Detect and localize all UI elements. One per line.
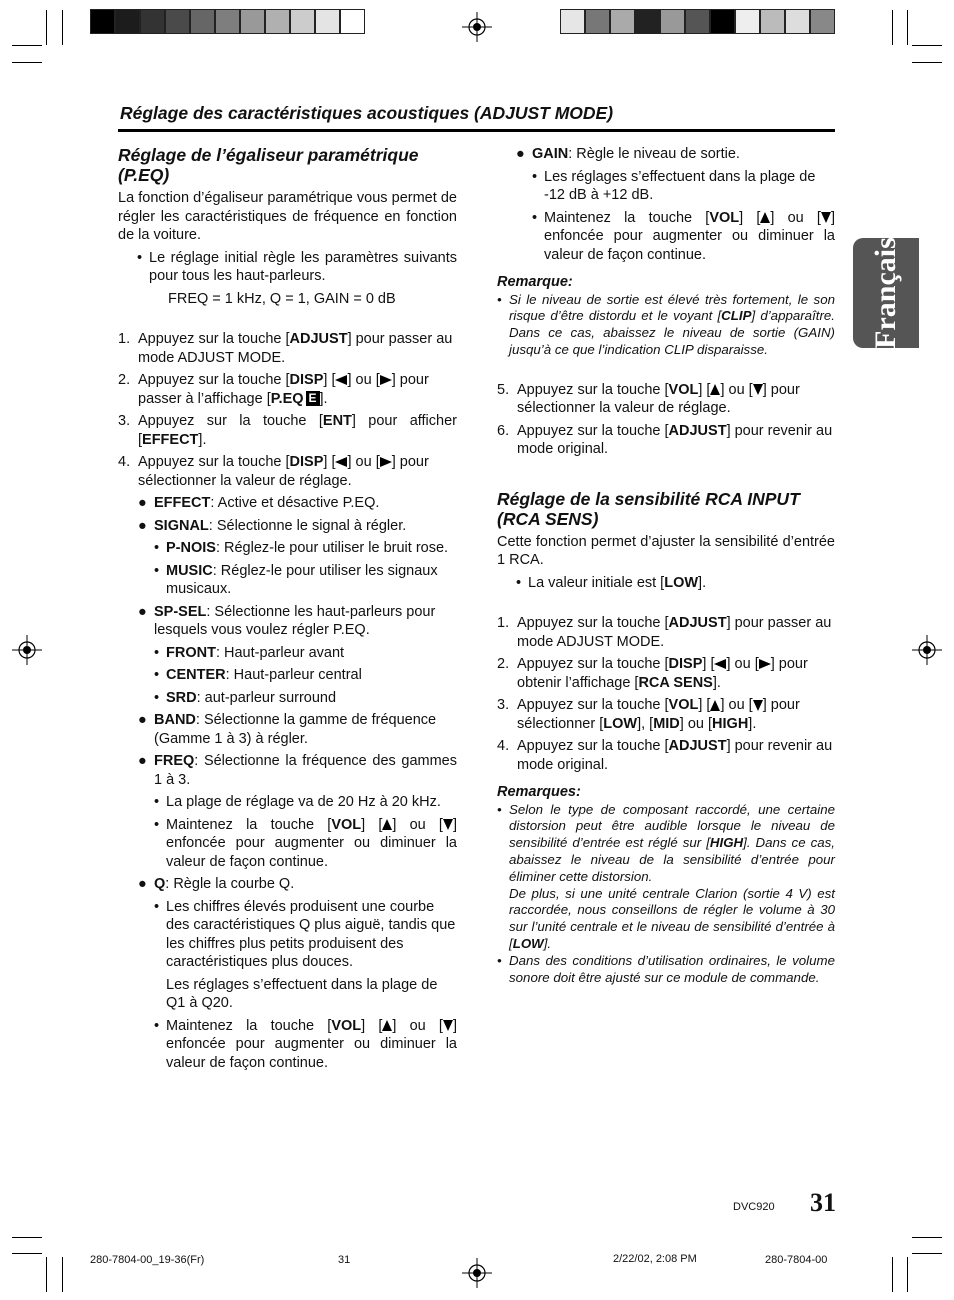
rca-intro: Cette fonction permet d’ajuster la sensibilité d’entrée 1 RCA.	[497, 533, 835, 569]
list-item: ● FREQ: Sélectionne la fréquence des gammes 1 à 3.	[138, 753, 457, 788]
down-arrow-icon	[443, 819, 453, 830]
rca-step-2: 2. Appuyez sur la touche [DISP] [ ] ou [ ] pour obtenir l’affichage [RCA SENS].	[497, 656, 808, 691]
left-arrow-icon	[714, 659, 726, 669]
step-6: 6. Appuyez sur la touche [ADJUST] pour revenir au mode original.	[497, 422, 833, 458]
bullet-dot-icon: ●	[138, 495, 147, 511]
right-arrow-icon	[380, 457, 392, 467]
list-item: • La plage de réglage va de 20 Hz à 20 kHz.	[154, 794, 441, 810]
list-item: • CENTER: Haut-parleur central	[154, 667, 362, 683]
list-item: ● SP-SEL: Sélectionne les haut-parleurs pour lesquels vous voulez régler P.EQ.	[138, 603, 436, 638]
bullet-dot-icon: ●	[516, 146, 525, 162]
eq-display-icon: E	[306, 391, 320, 406]
list-item: • MUSIC: Réglez-le pour utiliser les signaux musicaux.	[154, 562, 438, 597]
list-item: ● GAIN: Règle le niveau de sortie.	[516, 146, 740, 162]
language-tab	[853, 238, 919, 348]
q-range: Les réglages s’effectuent dans la plage de Q1 à Q20.	[166, 976, 438, 1011]
initial-values: FREQ = 1 kHz, Q = 1, GAIN = 0 dB	[168, 290, 396, 307]
rca-section-title: Réglage de la sensibilité RCA INPUT (RCA SENS)	[497, 488, 800, 529]
list-item: • FRONT: Haut-parleur avant	[154, 644, 345, 661]
right-arrow-icon	[759, 659, 771, 669]
bullet-dot-icon: ●	[138, 876, 147, 892]
bullet-dot-icon: ●	[138, 603, 147, 620]
step-5: 5. Appuyez sur la touche [VOL] [ ] ou [ ] pour sélectionner la valeur de réglage.	[497, 381, 800, 417]
registration-crosshair-icon	[462, 1258, 492, 1288]
section-header-title: Réglage des caractéristiques acoustiques (ADJUST MODE)	[120, 103, 614, 123]
header-rule	[118, 129, 835, 132]
bullet-dot-icon: ●	[138, 517, 147, 534]
registration-crosshair-icon	[12, 635, 42, 665]
list-item: • Les chiffres élevés produisent une courbe des caractéristiques Q plus aiguë, tandis que les chiffres plus petits produisent des caractéristiques plus douces.	[154, 898, 456, 970]
right-column	[497, 145, 835, 986]
rca-step-4: 4. Appuyez sur la touche [ADJUST] pour revenir au mode original.	[497, 738, 833, 773]
color-bar-left	[90, 9, 365, 34]
peq-section-title: Réglage de l’égaliseur paramétrique (P.EQ)	[118, 145, 419, 185]
list-item: ● BAND: Sélectionne la gamme de fréquence (Gamme 1 à 3) à régler.	[138, 712, 437, 747]
remark-title: Remarque:	[497, 274, 573, 290]
left-arrow-icon	[335, 375, 347, 385]
step-1: 1. Appuyez sur la touche [ADJUST] pour passer au mode ADJUST MODE.	[118, 331, 453, 366]
right-arrow-icon	[380, 375, 392, 385]
color-bar-right	[560, 9, 835, 34]
down-arrow-icon	[753, 384, 763, 395]
remark-item: • Selon le type de composant raccordé, une certaine distorsion peut être audible lorsque le niveau de sensibilité d’entrée est réglé sur [HIGH]. Dans ce cas, abaissez le niveau de la sensibilité d’entrée pour éliminer cette distorsion.	[497, 801, 835, 884]
bullet-dot-icon: ●	[138, 753, 147, 769]
left-column	[118, 145, 457, 1072]
page-number: 31	[810, 1188, 836, 1217]
step-2: 2. Appuyez sur la touche [DISP] [ ] ou [ ] pour passer à l’affichage [P.EQ E ].	[118, 372, 429, 407]
list-item: ● SIGNAL: Sélectionne le signal à régler.	[138, 517, 407, 534]
down-arrow-icon	[753, 700, 763, 711]
list-item: • P-NOIS: Réglez-le pour utiliser le bruit rose.	[154, 540, 449, 556]
peq-intro: La fonction d’égaliseur paramétrique vous permet de régler les caractéristiques de fréquence en fonction de la voiture.	[118, 190, 457, 243]
up-arrow-icon	[382, 819, 392, 830]
list-item: • Maintenez la touche [VOL] [ ] ou [ ] enfoncée pour augmenter ou diminuer la valeur de façon continue.	[154, 1017, 457, 1071]
list-item: • La valeur initiale est [LOW].	[516, 574, 707, 591]
rca-step-1: 1. Appuyez sur la touche [ADJUST] pour passer au mode ADJUST MODE.	[497, 615, 832, 650]
list-item: • Maintenez la touche [VOL] [ ] ou [ ] enfoncée pour augmenter ou diminuer la valeur de façon continue.	[154, 816, 457, 870]
list-item: ● EFFECT: Active et désactive P.EQ.	[138, 495, 380, 511]
up-arrow-icon	[710, 700, 720, 711]
remark-item: De plus, si une unité centrale Clarion (sortie 4 V) est raccordée, nous conseillons de régler le volume à 30 sur l’unité centrale et le niveau de sensibilité d’entrée à [LOW].	[509, 885, 835, 952]
down-arrow-icon	[821, 212, 831, 223]
left-arrow-icon	[335, 457, 347, 467]
part-number: 280-7804-00	[765, 1254, 828, 1266]
down-arrow-icon	[443, 1020, 453, 1031]
footer-page: 31	[338, 1254, 351, 1266]
remarks-title: Remarques:	[497, 784, 581, 801]
step-4: 4. Appuyez sur la touche [DISP] [ ] ou [ ] pour sélectionner la valeur de réglage.	[118, 454, 429, 489]
list-item: • Le réglage initial règle les paramètres suivants pour tous les haut-parleurs.	[137, 249, 457, 284]
registration-crosshair-icon	[912, 635, 942, 665]
up-arrow-icon	[382, 1020, 392, 1031]
rca-step-3: 3. Appuyez sur la touche [VOL] [ ] ou [ ] pour sélectionner [LOW], [MID] ou [HIGH].	[497, 697, 800, 732]
registration-crosshair-icon	[462, 12, 492, 42]
list-item: ● Q: Règle la courbe Q.	[138, 876, 295, 892]
remark-item: • Si le niveau de sortie est élevé très fortement, le son risque d’être distordu et le voyant [CLIP] d’apparaître. Dans ce cas, abaissez le niveau de sortie (GAIN) jusqu’à ce que l’indication CLIP disparaisse.	[497, 291, 835, 357]
step-3: 3. Appuyez sur la touche [ENT] pour afficher [EFFECT].	[118, 413, 457, 448]
bullet-dot-icon: ●	[138, 712, 147, 728]
language-tab-label: Français	[869, 237, 902, 349]
print-date: 2/22/02, 2:08 PM	[613, 1253, 697, 1265]
model-code: DVC920	[733, 1201, 775, 1213]
list-item: • Maintenez la touche [VOL] [ ] ou [ ] enfoncée pour augmenter ou diminuer la valeur de façon continue.	[532, 209, 835, 263]
list-item: • SRD: aut-parleur surround	[154, 689, 337, 706]
up-arrow-icon	[760, 212, 770, 223]
remark-item: • Dans des conditions d’utilisation ordinaires, le volume sonore doit être ajusté sur ce module de commande.	[497, 952, 835, 985]
list-item: • Les réglages s’effectuent dans la plage de -12 dB à +12 dB.	[532, 168, 816, 203]
job-code: 280-7804-00_19-36(Fr)	[90, 1254, 205, 1266]
up-arrow-icon	[710, 384, 720, 395]
